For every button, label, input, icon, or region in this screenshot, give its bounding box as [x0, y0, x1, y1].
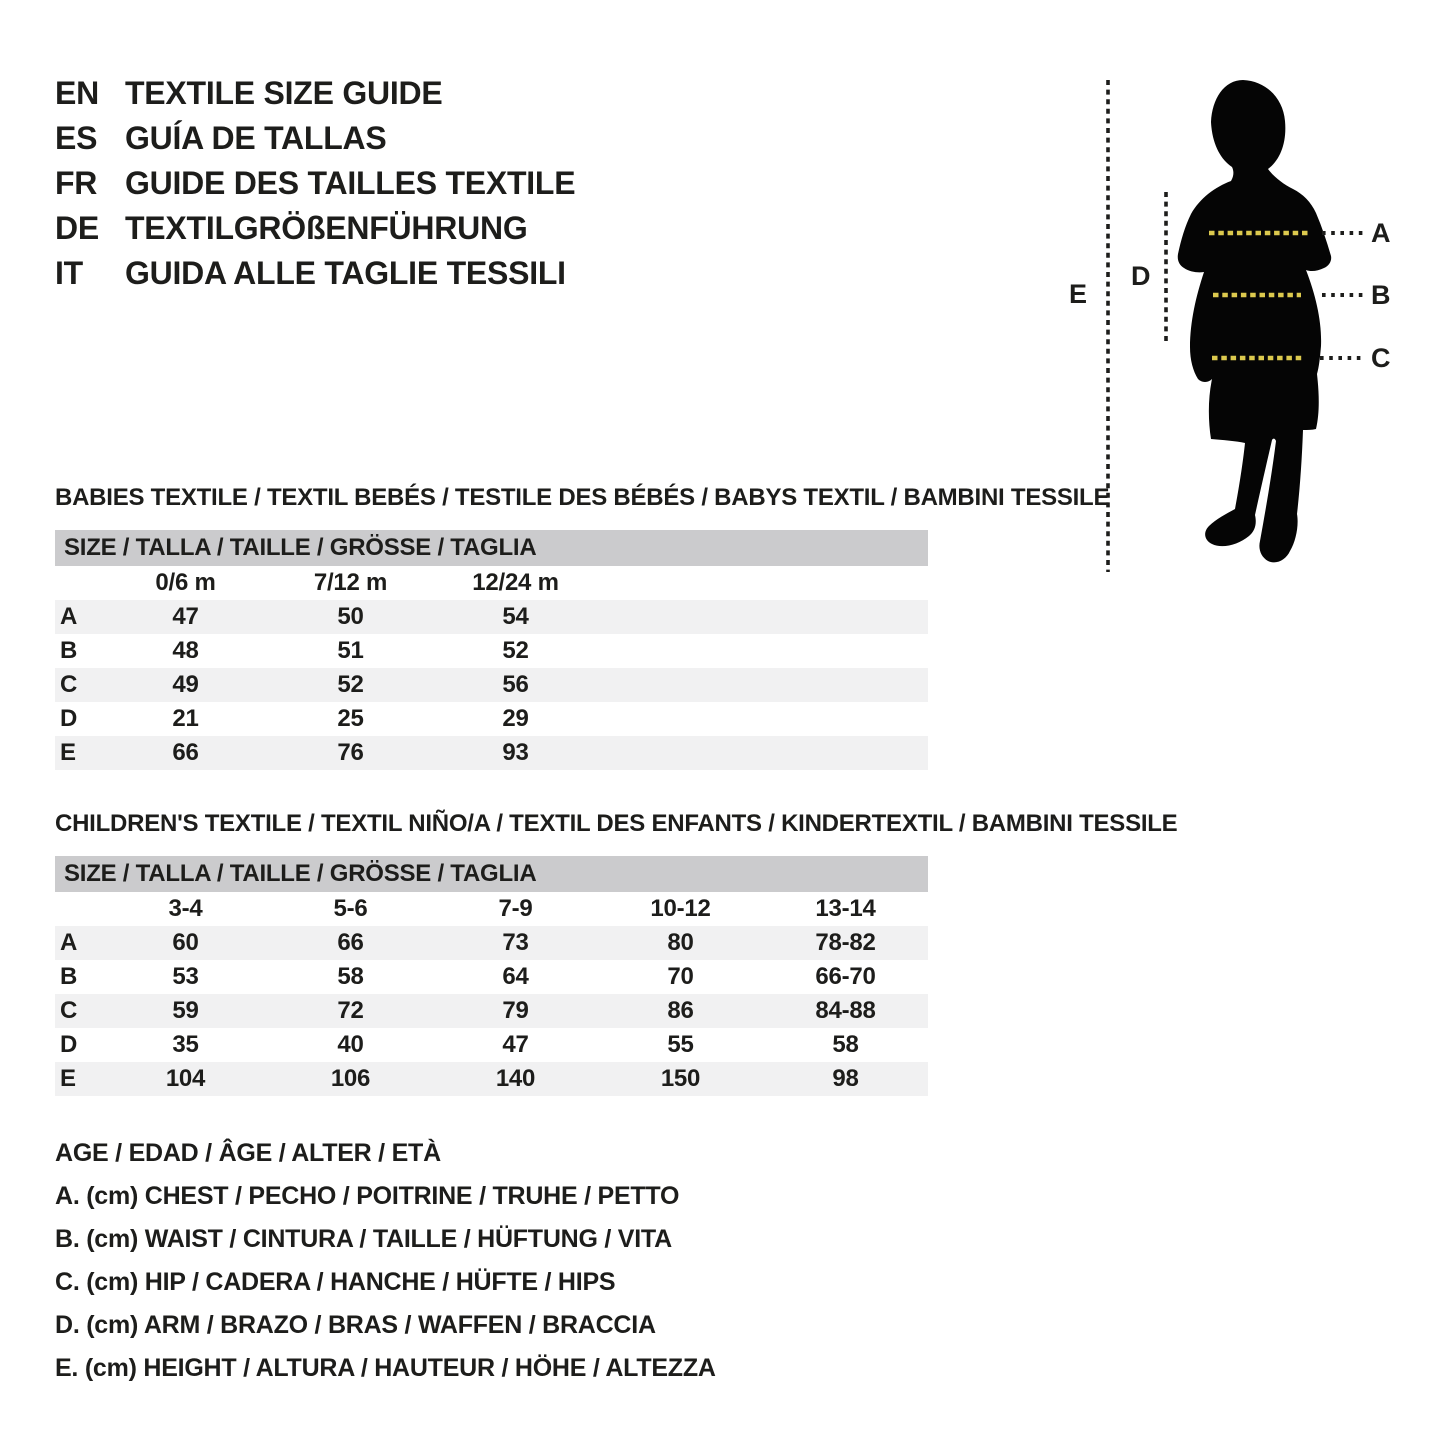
measure-value: 21 [172, 705, 199, 732]
guide-title: GUIDE DES TAILLES TEXTILE [125, 165, 576, 201]
measure-value: 53 [172, 963, 199, 990]
measure-value: 79 [502, 997, 529, 1024]
figure-label-a: A [1371, 218, 1391, 248]
table-row [55, 1062, 928, 1096]
measure-value: 72 [337, 997, 364, 1024]
measure-value: 84-88 [815, 997, 876, 1024]
measure-value: 80 [667, 929, 694, 956]
row-label: E [60, 1065, 76, 1092]
measure-value: 60 [172, 929, 199, 956]
lang-row-it [55, 256, 575, 301]
row-label: A [60, 603, 78, 630]
babies-size-table [55, 530, 928, 770]
children-section-title: CHILDREN'S TEXTILE / TEXTIL NIÑO/A / TEXTIL DES ENFANTS / KINDERTEXTIL / BAMBINI TESSILE [55, 810, 1178, 837]
row-label: B [60, 963, 78, 990]
measure-value: 58 [337, 963, 364, 990]
guide-title: TEXTILE SIZE GUIDE [125, 75, 443, 111]
legend-height: E. (cm) HEIGHT / ALTURA / HAUTEUR / HÖHE / ALTEZZA [55, 1354, 716, 1382]
figure-label-b: B [1371, 280, 1391, 310]
measure-value: 59 [172, 997, 199, 1024]
age-column-header: 7/12 m [313, 569, 388, 596]
row-label: E [60, 739, 76, 766]
measure-value: 106 [330, 1065, 371, 1092]
table-row [55, 1028, 928, 1062]
table-row [55, 702, 928, 736]
legend-age: AGE / EDAD / ÂGE / ALTER / ETÀ [55, 1139, 441, 1167]
lang-row-en [55, 76, 575, 121]
table-row [55, 994, 928, 1028]
figure-label-d: D [1131, 261, 1151, 291]
legend-hip: C. (cm) HIP / CADERA / HANCHE / HÜFTE / HIPS [55, 1268, 616, 1296]
table-row [55, 668, 928, 702]
babies-size-header-bar: SIZE / TALLA / TAILLE / GRÖSSE / TAGLIA [55, 530, 928, 566]
age-column-header: 12/24 m [472, 569, 559, 596]
lang-row-de [55, 211, 575, 256]
guide-title: TEXTILGRÖßENFÜHRUNG [125, 210, 528, 246]
age-column-header: 10-12 [650, 895, 711, 922]
measure-value: 50 [337, 603, 364, 630]
measure-value: 70 [667, 963, 694, 990]
row-label: B [60, 637, 78, 664]
figure-label-e: E [1069, 279, 1087, 309]
row-label: C [60, 997, 78, 1024]
measure-value: 52 [502, 637, 529, 664]
measure-value: 98 [832, 1065, 859, 1092]
lang-code: DE [55, 210, 99, 246]
table-row [55, 926, 928, 960]
row-label: C [60, 671, 78, 698]
measure-value: 66-70 [815, 963, 876, 990]
measure-value: 29 [502, 705, 529, 732]
lang-code: EN [55, 75, 99, 111]
measure-value: 93 [502, 739, 529, 766]
measure-value: 54 [502, 603, 529, 630]
babies-age-header-row [55, 566, 928, 600]
table-row [55, 736, 928, 770]
age-column-header: 7-9 [498, 895, 533, 922]
measure-value: 150 [660, 1065, 701, 1092]
measure-value: 48 [172, 637, 199, 664]
table-row [55, 634, 928, 668]
measure-value: 49 [172, 671, 199, 698]
measure-value: 56 [502, 671, 529, 698]
measure-value: 66 [172, 739, 199, 766]
row-label: A [60, 929, 78, 956]
lang-row-fr [55, 166, 575, 211]
measure-value: 64 [502, 963, 529, 990]
measure-value: 78-82 [815, 929, 876, 956]
lang-row-es [55, 121, 575, 166]
age-column-header: 5-6 [333, 895, 368, 922]
babies-section-title: BABIES TEXTILE / TEXTIL BEBÉS / TESTILE DES BÉBÉS / BABYS TEXTIL / BAMBINI TESSILE [55, 484, 1110, 511]
child-silhouette-figure [1060, 60, 1400, 585]
guide-title: GUÍA DE TALLAS [125, 120, 387, 156]
measure-value: 51 [337, 637, 364, 664]
measure-value: 104 [165, 1065, 206, 1092]
language-title-block [55, 76, 575, 301]
measure-value: 86 [667, 997, 694, 1024]
children-age-header-row [55, 892, 928, 926]
measure-value: 73 [502, 929, 529, 956]
measure-value: 40 [337, 1031, 364, 1058]
measure-value: 58 [832, 1031, 859, 1058]
measure-value: 55 [667, 1031, 694, 1058]
measure-value: 140 [495, 1065, 536, 1092]
lang-code: ES [55, 120, 98, 156]
lang-code: IT [55, 255, 83, 291]
age-column-header: 0/6 m [155, 569, 216, 596]
measure-value: 47 [172, 603, 199, 630]
lang-code: FR [55, 165, 98, 201]
age-column-header: 13-14 [815, 895, 876, 922]
table-row [55, 600, 928, 634]
measure-value: 35 [172, 1031, 199, 1058]
legend-chest: A. (cm) CHEST / PECHO / POITRINE / TRUHE / PETTO [55, 1182, 680, 1210]
legend-waist: B. (cm) WAIST / CINTURA / TAILLE / HÜFTUNG / VITA [55, 1225, 672, 1253]
measure-value: 76 [337, 739, 364, 766]
table-row [55, 960, 928, 994]
child-silhouette [1178, 80, 1331, 562]
guide-title: GUIDA ALLE TAGLIE TESSILI [125, 255, 566, 291]
legend-arm: D. (cm) ARM / BRAZO / BRAS / WAFFEN / BRACCIA [55, 1311, 656, 1339]
measure-value: 47 [502, 1031, 529, 1058]
measure-value: 66 [337, 929, 364, 956]
measurement-legend [55, 1140, 716, 1398]
children-size-table [55, 856, 928, 1096]
measure-value: 25 [337, 705, 364, 732]
figure-label-c: C [1371, 343, 1391, 373]
row-label: D [60, 1031, 78, 1058]
row-label: D [60, 705, 78, 732]
measure-value: 52 [337, 671, 364, 698]
age-column-header: 3-4 [168, 895, 203, 922]
children-size-header-bar: SIZE / TALLA / TAILLE / GRÖSSE / TAGLIA [55, 856, 928, 892]
